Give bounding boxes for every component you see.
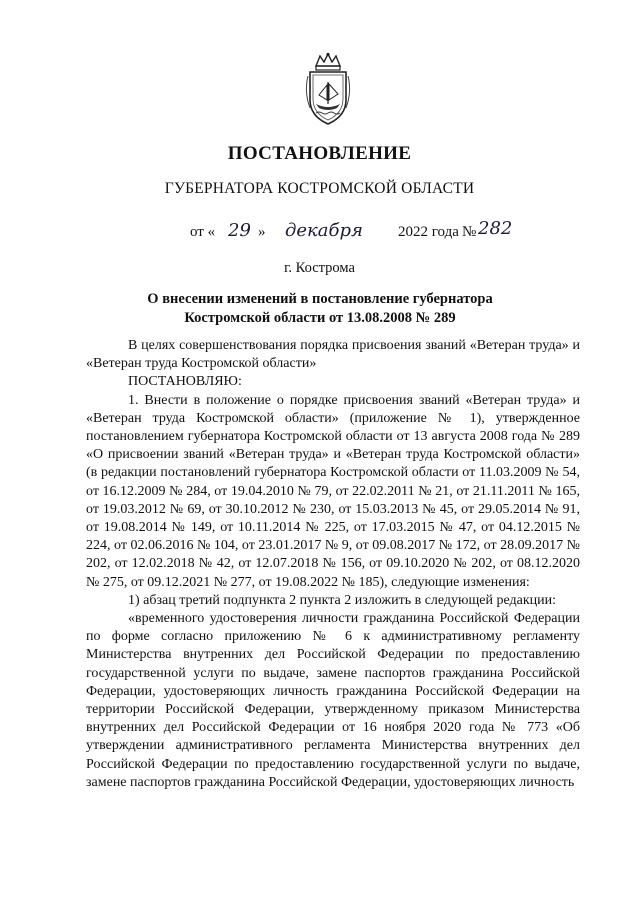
document-body [86, 337, 580, 792]
date-prefix: от « [190, 224, 216, 240]
date-quote-close: » [258, 224, 266, 240]
document-heading [80, 290, 560, 328]
document-number: 282 [478, 218, 513, 239]
subitem-1-paragraph: 1) абзац третий подпункта 2 пункта 2 изложить в следующей редакции: [128, 592, 557, 608]
date-day: 29 [228, 220, 251, 241]
intro-paragraph: В целях совершенствования порядка присвоения званий «Ветеран труда» и «Ветеран труда Костромской области» [86, 338, 580, 372]
coat-of-arms-icon [302, 52, 354, 130]
date-line [190, 218, 530, 246]
date-year: 2022 года [398, 224, 459, 240]
issuing-authority: ГУБЕРНАТОРА КОСТРОМСКОЙ ОБЛАСТИ [164, 180, 475, 197]
document-title: ПОСТАНОВЛЕНИЕ [227, 143, 412, 164]
heading-line-1: О внесении изменений в постановление губернатора [147, 291, 493, 307]
heading-line-2: Костромской области от 13.08.2008 № 289 [184, 310, 456, 326]
quoted-text-paragraph: «временного удостоверения личности гражданина Российской Федерации по форме согласно приложению № 6 к административному регламенту Министерства внутренних дел Российской Федерации по предоставлению государственной услуги по выдаче, замене паспортов гражданина Российской Федерации, удостоверяющих личность гражданина Российской Федерации на территории Российской Федерации, утвержденному приказом Министерства внутренних дел Российской Федерации от 16 ноября 2020 года № 773 «Об утверждении административного регламента Министерства внутренних дел Российской Федерации по предоставлению государственной услуги по выдаче, замене паспортов гражданина Российской Федерации, удостоверяющих личность [86, 611, 580, 790]
city: г. Кострома [284, 260, 355, 276]
item-1-paragraph: 1. Внести в положение о порядке присвоения званий «Ветеран труда» и «Ветеран труда Костромской области» (приложение № 1), утвержденное постановлением губернатора Костромской области от 13 августа 2008 года № 289 «О присвоении званий «Ветеран труда» и «Ветеран труда Костромской области» (в редакции постановлений губернатора Костромской области от 11.03.2009 № 54, от 16.12.2009 № 284, от 19.04.2010 № 79, от 22.02.2011 № 21, от 21.11.2011 № 165, от 19.03.2012 № 69, от 30.10.2012 № 230, от 15.03.2013 № 45, от 29.05.2014 № 91, от 19.08.2014 № 149, от 10.11.2014 № 225, от 17.03.2015 № 47, от 04.12.2015 № 224, от 02.06.2016 № 104, от 23.01.2017 № 9, от 09.08.2017 № 172, от 28.09.2017 № 202, от 12.02.2018 № 42, от 12.07.2018 № 156, от 09.10.2020 № 202, от 08.12.2020 № 275, от 09.12.2021 № 277, от 19.08.2022 № 185), следующие изменения: [86, 392, 580, 590]
date-month: декабря [285, 220, 363, 241]
number-sign: № [462, 224, 477, 240]
resolve-line: ПОСТАНОВЛЯЮ: [128, 374, 242, 390]
